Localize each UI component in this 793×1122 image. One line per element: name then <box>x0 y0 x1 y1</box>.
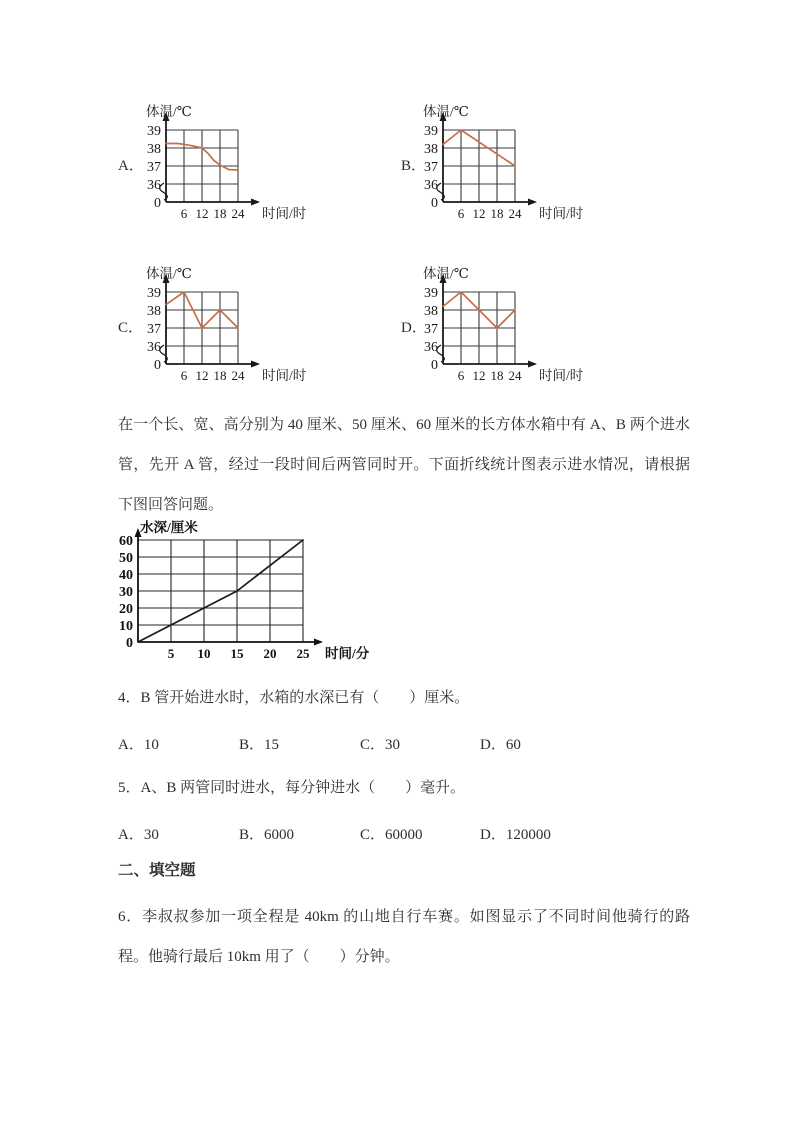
svg-text:25: 25 <box>296 646 310 661</box>
svg-text:15: 15 <box>230 646 244 661</box>
svg-text:60: 60 <box>119 534 133 549</box>
svg-text:50: 50 <box>119 551 133 566</box>
svg-text:24: 24 <box>508 368 522 383</box>
svg-text:6: 6 <box>457 368 465 383</box>
svg-text:38: 38 <box>147 304 161 319</box>
svg-text:18: 18 <box>490 368 504 383</box>
svg-text:时间/时: 时间/时 <box>539 368 584 383</box>
svg-text:体温/℃: 体温/℃ <box>146 104 192 119</box>
option-label-a: A． <box>118 158 144 174</box>
svg-text:0: 0 <box>154 358 161 373</box>
svg-text:0: 0 <box>431 358 438 373</box>
svg-text:36: 36 <box>424 340 438 355</box>
q4-option-c: C．30 <box>360 737 401 753</box>
question-4-options <box>118 733 698 753</box>
svg-text:37: 37 <box>424 322 438 337</box>
svg-text:6: 6 <box>180 368 188 383</box>
svg-text:12: 12 <box>195 368 209 383</box>
svg-text:12: 12 <box>472 206 486 221</box>
svg-text:时间/时: 时间/时 <box>262 206 307 221</box>
svg-text:10: 10 <box>197 646 211 661</box>
q5-option-d: D．120000 <box>480 827 551 843</box>
svg-text:37: 37 <box>424 160 438 175</box>
svg-text:6: 6 <box>457 206 465 221</box>
svg-text:水深/厘米: 水深/厘米 <box>140 520 198 535</box>
svg-text:12: 12 <box>195 206 209 221</box>
option-label-b: B． <box>401 158 427 174</box>
svg-text:体温/℃: 体温/℃ <box>146 266 192 281</box>
section-2-header: 二、填空题 <box>118 862 196 879</box>
question-5-text: 5．A、B 两管同时进水，每分钟进水（ ）毫升。 <box>118 780 466 796</box>
q4-option-d: D．60 <box>480 737 521 753</box>
temp-chart-b <box>415 98 605 236</box>
water-depth-chart <box>95 516 390 668</box>
svg-text:36: 36 <box>147 178 161 193</box>
svg-text:0: 0 <box>431 196 438 211</box>
svg-text:30: 30 <box>119 585 133 600</box>
svg-text:体温/℃: 体温/℃ <box>423 266 469 281</box>
intro-paragraph: 在一个长、宽、高分别为 40 厘米、50 厘米、60 厘米的长方体水箱中有 A、B 两个进水管，先开 A 管，经过一段时间后两管同时开。下面折线统计图表示进水情况，请根据下图回答问题。 <box>118 417 690 513</box>
svg-text:5: 5 <box>167 646 175 661</box>
svg-text:36: 36 <box>424 178 438 193</box>
option-label-d: D． <box>401 320 427 336</box>
svg-text:37: 37 <box>147 160 161 175</box>
svg-text:39: 39 <box>147 124 161 139</box>
svg-text:38: 38 <box>147 142 161 157</box>
svg-text:0: 0 <box>154 196 161 211</box>
svg-text:0: 0 <box>126 636 133 651</box>
svg-text:24: 24 <box>231 206 245 221</box>
svg-text:37: 37 <box>147 322 161 337</box>
svg-text:18: 18 <box>213 206 227 221</box>
question-4-text: 4．B 管开始进水时，水箱的水深已有（ ）厘米。 <box>118 690 470 706</box>
svg-text:6: 6 <box>180 206 188 221</box>
option-label-c: C． <box>118 320 144 336</box>
svg-text:18: 18 <box>490 206 504 221</box>
svg-text:39: 39 <box>424 124 438 139</box>
q5-option-a: A．30 <box>118 827 159 843</box>
svg-text:时间/分: 时间/分 <box>325 646 370 661</box>
svg-text:36: 36 <box>147 340 161 355</box>
svg-text:10: 10 <box>119 619 133 634</box>
svg-text:体温/℃: 体温/℃ <box>423 104 469 119</box>
svg-text:38: 38 <box>424 142 438 157</box>
svg-text:时间/时: 时间/时 <box>539 206 584 221</box>
q5-option-b: B．6000 <box>239 827 295 843</box>
question-6-text: 6．李叔叔参加一项全程是 40km 的山地自行车赛。如图显示了不同时间他骑行的路程。他骑行最后 10km 用了（ ）分钟。 <box>118 909 690 965</box>
svg-text:39: 39 <box>424 286 438 301</box>
svg-text:20: 20 <box>263 646 277 661</box>
svg-text:20: 20 <box>119 602 133 617</box>
q4-option-a: A．10 <box>118 737 159 753</box>
svg-text:39: 39 <box>147 286 161 301</box>
q5-option-c: C．60000 <box>360 827 423 843</box>
svg-text:24: 24 <box>231 368 245 383</box>
svg-text:时间/时: 时间/时 <box>262 368 307 383</box>
q4-option-b: B．15 <box>239 737 280 753</box>
temp-chart-a <box>138 98 328 236</box>
temp-chart-d <box>415 260 605 398</box>
svg-text:24: 24 <box>508 206 522 221</box>
svg-text:40: 40 <box>119 568 133 583</box>
svg-text:12: 12 <box>472 368 486 383</box>
temp-chart-c <box>138 260 328 398</box>
svg-text:38: 38 <box>424 304 438 319</box>
svg-text:18: 18 <box>213 368 227 383</box>
question-5-options <box>118 823 698 843</box>
